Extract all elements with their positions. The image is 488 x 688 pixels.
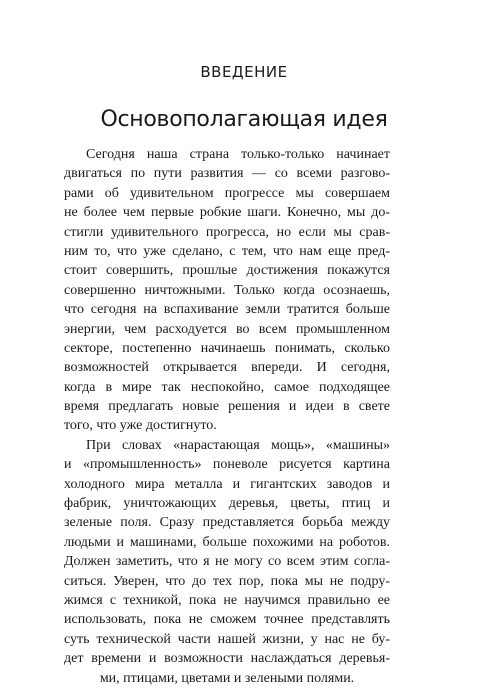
text-line: стигли удивительного прогресса, но если мы срав- <box>64 224 390 240</box>
text-line: возможностей открывается впереди. И сегодня, <box>64 360 390 376</box>
text-line: Сегодня наша страна только-только начинает <box>86 147 390 162</box>
text-line: когда в мире так неспокойно, самое подходящее <box>64 379 390 395</box>
text-line: ситься. Уверен, что до тех пор, пока мы не подру- <box>64 573 390 589</box>
text-line: суть технической части нашей жизни, у нас не бу- <box>64 631 390 647</box>
text-line: При словах «нарастающая мощь», «машины» <box>86 437 390 453</box>
chapter-heading: Основополагающая идея <box>100 107 388 132</box>
paragraph-2 <box>64 436 390 688</box>
text-line: холодного мира металла и гигантских заводов и <box>64 476 390 492</box>
text-line: двигаться по пути развития — со всеми разгово- <box>64 166 390 182</box>
text-line: дет времени и возможности наслаждаться деревья- <box>64 651 390 667</box>
text-line: использовать, пока не сможем точнее представлять <box>64 612 390 628</box>
text-line: ми, птицами, цветами и зелеными полями. <box>99 670 355 686</box>
text-line: время предлагать новые решения и идеи в свете <box>64 399 390 415</box>
text-line: фабрик, уничтожающих деревья, цветы, птиц и <box>64 496 390 512</box>
text-line: и «промышленность» поневоле рисуется картина <box>64 457 390 473</box>
text-line: секторе, постепенно начинаешь понимать, сколько <box>64 340 390 356</box>
section-label: ВВЕДЕНИЕ <box>200 63 288 81</box>
text-line: не более чем первые робкие шаги. Конечно, мы до- <box>64 205 390 221</box>
body-text <box>64 145 390 688</box>
paragraph-1 <box>64 145 390 436</box>
text-line: рами об удивительном прогрессе мы совершаем <box>64 185 390 201</box>
text-line: жимся с техникой, пока не научимся правильно ее <box>64 592 390 608</box>
text-line: ним то, что уже сделано, с тем, что нам еще пред- <box>64 243 390 259</box>
text-line: стоит совершить, прошлые достижения покажутся <box>64 263 390 279</box>
text-line: энергии, чем расходуется во всем промышленном <box>64 321 390 337</box>
text-line: что сегодня на вспахивание земли тратится больше <box>64 302 390 318</box>
text-line: людьми и машинами, больше похожими на роботов. <box>64 534 390 550</box>
text-line: совершенно ничтожными. Только когда осознаешь, <box>64 282 390 298</box>
text-line: зеленые поля. Сразу представляется борьба между <box>64 515 390 531</box>
text-line: того, что уже достигнуто. <box>64 418 217 434</box>
text-line: Должен заметить, что я не могу со всем этим согла- <box>64 554 390 570</box>
